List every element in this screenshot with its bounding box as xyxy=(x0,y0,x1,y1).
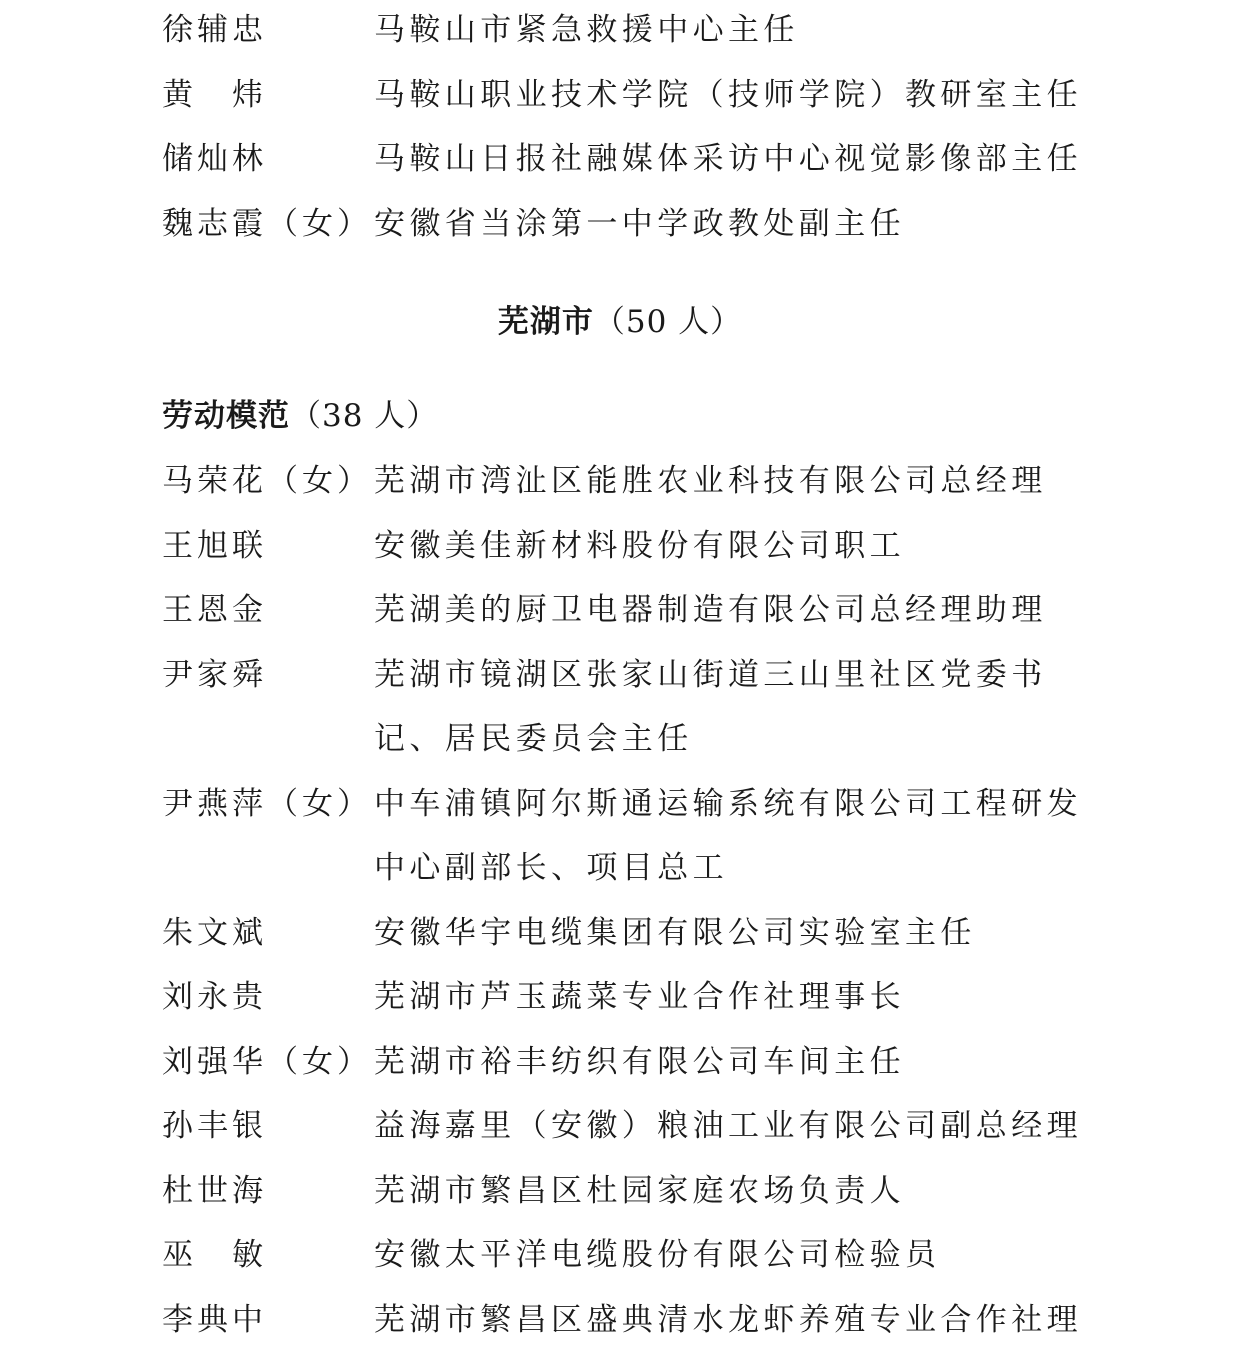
title-line: 马鞍山职业技术学院（技师学院）教研室主任 xyxy=(374,76,1082,113)
person-title xyxy=(374,127,1102,192)
person-name: 杜世海 xyxy=(162,1172,267,1209)
list-item xyxy=(162,772,1102,901)
person-title xyxy=(374,901,1102,966)
person-title xyxy=(374,514,1102,579)
person-title xyxy=(374,1288,1102,1352)
person-name: 刘强华（女） xyxy=(162,1043,372,1080)
person-name: 徐辅忠 xyxy=(162,12,267,48)
person-title xyxy=(374,1159,1102,1224)
title-line: 马鞍山日报社融媒体采访中心视觉影像部主任 xyxy=(374,141,1082,177)
person-name: 王旭联 xyxy=(162,527,267,564)
title-line: 安徽省当涂第一中学政教处副主任 xyxy=(374,205,905,242)
list-item xyxy=(162,965,1102,1030)
list-item xyxy=(162,63,1102,128)
list-item xyxy=(162,901,1102,966)
list-item xyxy=(162,449,1102,514)
subsection-count: （38 人） xyxy=(290,398,439,434)
person-title xyxy=(374,449,1102,514)
person-name: 马荣花（女） xyxy=(162,463,372,499)
person-title xyxy=(374,643,1102,772)
list-item xyxy=(162,1223,1102,1288)
section-name: 芜湖市 xyxy=(497,304,594,340)
person-title xyxy=(374,0,1102,63)
title-line: 芜湖市湾沚区能胜农业科技有限公司总经理 xyxy=(374,463,1047,499)
person-name: 尹燕萍（女） xyxy=(162,785,372,822)
top-name-list xyxy=(162,0,1102,256)
section-heading xyxy=(0,290,1240,354)
title-line: 芜湖市镜湖区张家山街道三山里社区党委书 xyxy=(374,656,1047,693)
title-line: 芜湖市繁昌区杜园家庭农场负责人 xyxy=(374,1172,905,1209)
person-title xyxy=(374,965,1102,1030)
title-line: 安徽华宇电缆集团有限公司实验室主任 xyxy=(374,914,976,951)
subsection-name: 劳动模范 xyxy=(162,398,290,434)
list-item xyxy=(162,514,1102,579)
section-count: （50 人） xyxy=(593,304,743,340)
title-line: 芜湖市繁昌区盛典清水龙虾养殖专业合作社理 xyxy=(374,1301,1082,1338)
person-name: 巫 敏 xyxy=(162,1237,267,1273)
name-list xyxy=(162,449,1102,1352)
person-title xyxy=(374,192,1102,257)
list-item xyxy=(162,1288,1102,1352)
person-title xyxy=(374,578,1102,643)
title-line: 安徽美佳新材料股份有限公司职工 xyxy=(374,527,905,564)
subsection-heading xyxy=(162,384,438,448)
person-title xyxy=(374,772,1102,901)
person-name: 孙丰银 xyxy=(162,1108,267,1144)
title-line: 芜湖市裕丰纺织有限公司车间主任 xyxy=(374,1043,905,1080)
title-line: 芜湖美的厨卫电器制造有限公司总经理助理 xyxy=(374,592,1047,628)
person-name: 朱文斌 xyxy=(162,914,267,951)
list-item xyxy=(162,1030,1102,1095)
person-name: 李典中 xyxy=(162,1301,267,1338)
person-name: 刘永贵 xyxy=(162,979,267,1015)
title-line: 中心副部长、项目总工 xyxy=(374,850,728,886)
list-item xyxy=(162,643,1102,772)
person-name: 尹家舜 xyxy=(162,656,267,693)
person-name: 魏志霞（女） xyxy=(162,205,372,242)
list-item xyxy=(162,1159,1102,1224)
person-name: 王恩金 xyxy=(162,592,267,628)
title-line: 记、居民委员会主任 xyxy=(374,721,693,757)
person-name: 黄 炜 xyxy=(162,76,267,113)
title-line: 马鞍山市紧急救援中心主任 xyxy=(374,12,799,48)
list-item xyxy=(162,1094,1102,1159)
list-item xyxy=(162,192,1102,257)
title-line: 益海嘉里（安徽）粮油工业有限公司副总经理 xyxy=(374,1108,1082,1144)
person-title xyxy=(374,1094,1102,1159)
list-item xyxy=(162,0,1102,63)
person-title xyxy=(374,63,1102,128)
list-item xyxy=(162,578,1102,643)
person-title xyxy=(374,1030,1102,1095)
title-line: 中车浦镇阿尔斯通运输系统有限公司工程研发 xyxy=(374,785,1082,822)
list-item xyxy=(162,127,1102,192)
person-name: 储灿林 xyxy=(162,141,267,177)
person-title xyxy=(374,1223,1102,1288)
title-line: 芜湖市芦玉蔬菜专业合作社理事长 xyxy=(374,979,905,1015)
title-line: 安徽太平洋电缆股份有限公司检验员 xyxy=(374,1237,941,1273)
